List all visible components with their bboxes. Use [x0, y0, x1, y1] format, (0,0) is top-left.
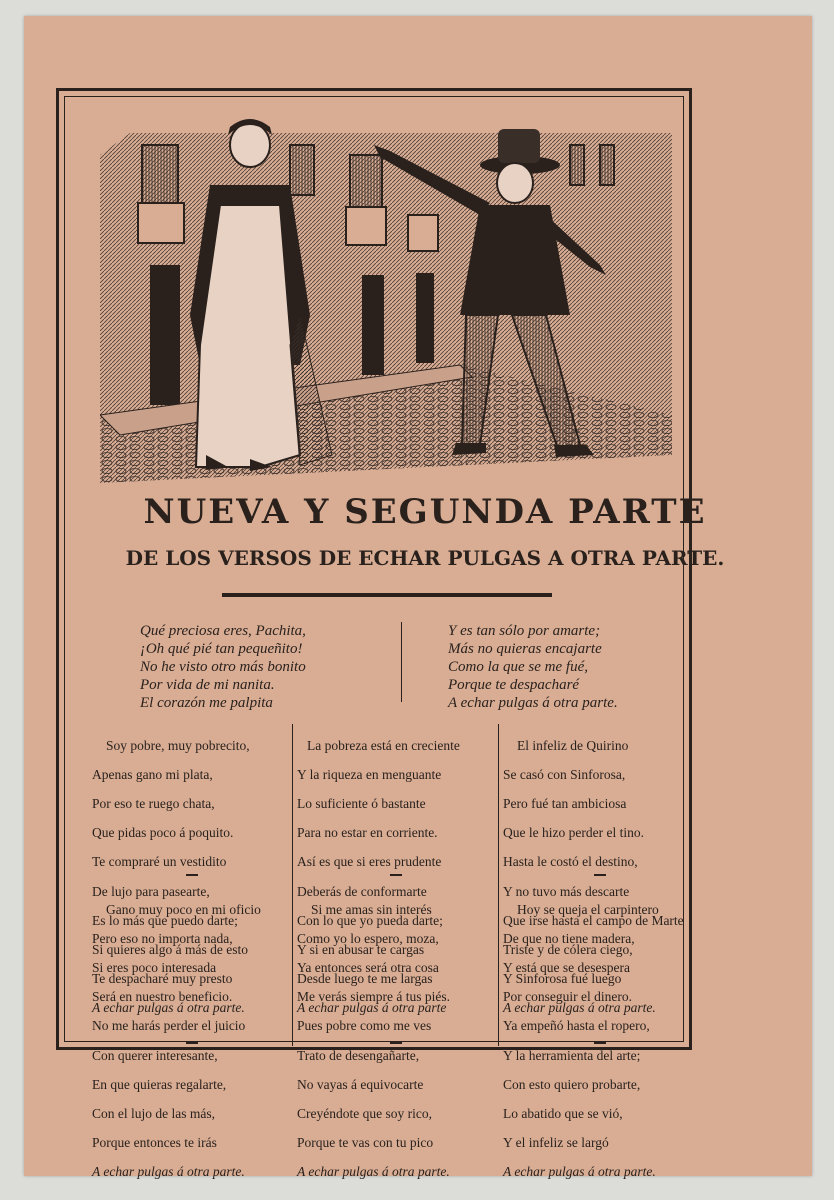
title-rule — [222, 593, 552, 597]
stanza-line: Soy pobre, muy pobrecito, — [106, 737, 250, 753]
stanza-line: Si eres poco interesada — [92, 959, 217, 975]
stanza-line: Y la herramienta del arte; — [503, 1047, 641, 1063]
woodcut-illustration — [100, 115, 672, 483]
stanza-line: Deberás de conformarte — [297, 883, 427, 899]
column-divider — [498, 724, 499, 1046]
stanza-line: Porque entonces te irás — [92, 1135, 217, 1151]
stanza-line: Lo suficiente ó bastante — [297, 795, 426, 811]
stanza-line: No vayas á equivocarte — [297, 1076, 424, 1092]
stanza-line: Y no tuvo más descarte — [503, 883, 630, 899]
stanza-line: Pues pobre como me ves — [297, 1018, 432, 1034]
stanza-line: Y si en abusar te cargas — [297, 941, 425, 957]
stanza-line: Trato de desengañarte, — [297, 1047, 420, 1063]
stanza-line: Que irse hasta el campo de Marte — [503, 912, 684, 928]
stanza-line: Si me amas sin interés — [311, 901, 432, 917]
stanza-line: Es lo más que puedo darte; — [92, 912, 238, 928]
stanza-line: Hasta le costó el destino, — [503, 854, 638, 870]
separator-dash — [594, 874, 606, 876]
separator-dash — [186, 1042, 198, 1044]
stanza-line: Con lo que yo pueda darte; — [297, 912, 443, 928]
stanza-refrain: A echar pulgas á otra parte. — [503, 1000, 656, 1016]
stanza-line: Hoy se queja el carpintero — [517, 901, 659, 917]
stanza-line: Con esto quiero probarte, — [503, 1076, 641, 1092]
stanza-line: Ya empeñó hasta el ropero, — [503, 1018, 650, 1034]
stanza-line: Apenas gano mi plata, — [92, 766, 213, 782]
stanza-line: El infeliz de Quirino — [517, 737, 629, 753]
stanza-line: Desde luego te me largas — [297, 971, 433, 987]
stanza-line: No me harás perder el juicio — [92, 1018, 246, 1034]
stanza-line: Por eso te ruego chata, — [92, 795, 215, 811]
stanza-line: Será en nuestro beneficio. — [92, 989, 233, 1005]
stanza-line: Y la riqueza en menguante — [297, 766, 442, 782]
intro-verse-right: Y es tan sólo por amarte; Más no quieras encajarte Como la que se me fué, Porque te despacharé A echar pulgas á otra parte. — [448, 623, 618, 711]
title-sub: DE LOS VERSOS DE ECHAR PULGAS A OTRA PARTE. — [125, 546, 725, 570]
stanza-line: Que le hizo perder el tino. — [503, 825, 644, 841]
stanza-line: Pero eso no importa nada, — [92, 930, 233, 946]
separator-dash — [186, 874, 198, 876]
stanza-line: Y está que se desespera — [503, 959, 630, 975]
stanza-line: Me verás siempre á tus piés. — [297, 989, 450, 1005]
stanza-line: Como yo lo espero, moza, — [297, 930, 439, 946]
stanza-line: De que no tiene madera, — [503, 930, 635, 946]
stanza-line: Pero fué tan ambiciosa — [503, 795, 627, 811]
stanza-line: Si quieres algo á más de esto — [92, 941, 248, 957]
separator-dash — [390, 874, 402, 876]
stanza-line: Así es que si eres prudente — [297, 854, 442, 870]
stanza-line: Y Sinforosa fué luego — [503, 971, 622, 987]
stanza-refrain: A echar pulgas á otra parte. — [92, 1000, 245, 1016]
stanza-line: Lo abatido que se vió, — [503, 1105, 623, 1121]
stanza-line: La pobreza está en creciente — [307, 737, 460, 753]
stanza-line: Para no estar en corriente. — [297, 825, 438, 841]
stanza-line: Ya entonces será otra cosa — [297, 959, 439, 975]
stanza-line: Y el infeliz se largó — [503, 1135, 609, 1151]
intro-verse-left: Qué preciosa eres, Pachita, ¡Oh qué pié tan pequeñito! No he visto otro más bonito Por vida de mi nanita. El corazón me palpita — [140, 623, 306, 711]
stanza-line: Te compraré un vestidito — [92, 854, 227, 870]
separator-dash — [390, 1042, 402, 1044]
stanza-line: Gano muy poco en mi oficio — [106, 901, 261, 917]
stanza-line: Triste y de cólera ciego, — [503, 941, 633, 957]
stanza-refrain: A echar pulgas á otra parte — [297, 1000, 447, 1016]
intro-divider — [401, 622, 402, 702]
title-main: NUEVA Y SEGUNDA PARTE — [143, 492, 707, 532]
stanza-line: Te despacharé muy presto — [92, 971, 233, 987]
stanza-line: Con el lujo de las más, — [92, 1105, 215, 1121]
stanza-line: De lujo para pasearte, — [92, 883, 210, 899]
stanza-line: Porque te vas con tu pico — [297, 1135, 434, 1151]
stanza-refrain: A echar pulgas á otra parte. — [503, 1164, 656, 1180]
stanza-refrain: A echar pulgas á otra parte. — [297, 1164, 450, 1180]
stanza-line: En que quieras regalarte, — [92, 1076, 227, 1092]
stanza-refrain: A echar pulgas á otra parte. — [92, 1164, 245, 1180]
stanza-line: Que pidas poco á poquito. — [92, 825, 234, 841]
column-divider — [292, 724, 293, 1046]
stanza-line: Con querer interesante, — [92, 1047, 218, 1063]
stanza-line: Se casó con Sinforosa, — [503, 766, 626, 782]
stanza-line: Creyéndote que soy rico, — [297, 1105, 432, 1121]
stanza-line: Por conseguir el dinero. — [503, 989, 632, 1005]
separator-dash — [594, 1042, 606, 1044]
